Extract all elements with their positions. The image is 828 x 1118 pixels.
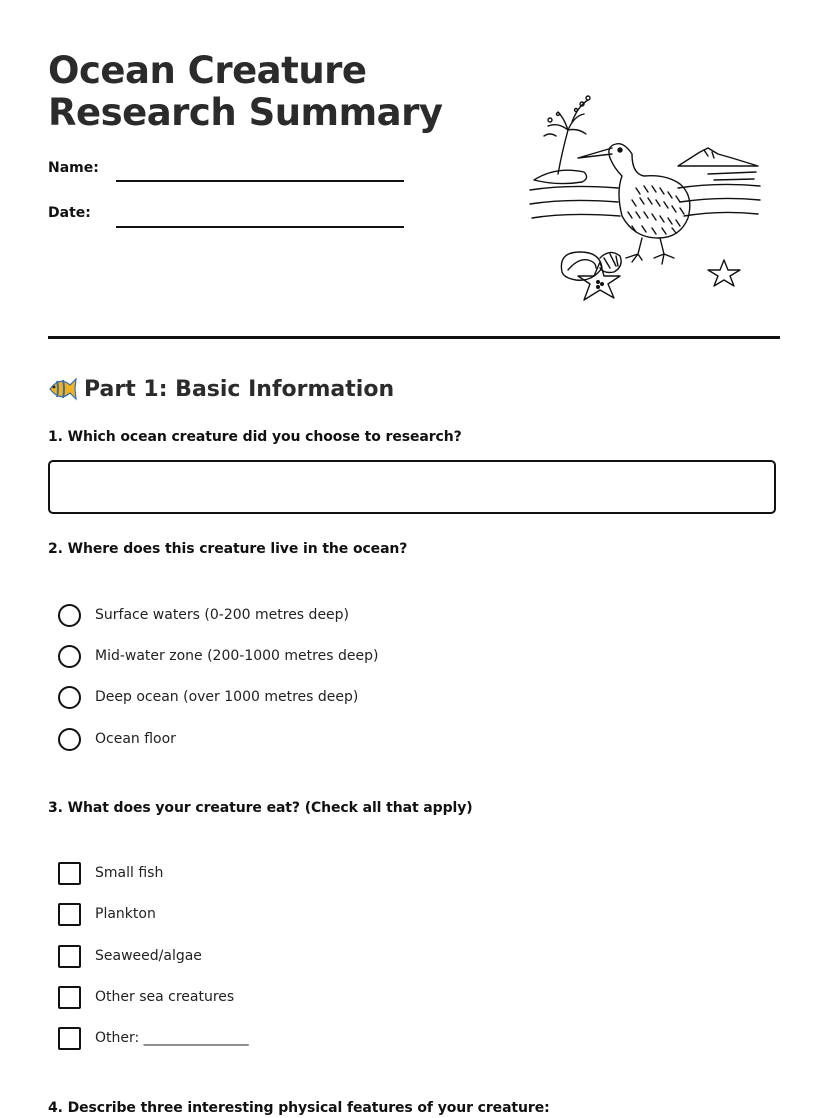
radio-button[interactable] [58,604,81,627]
diet-option-seaweed[interactable] [58,944,202,968]
tropical-fish-icon [48,376,78,402]
option-label: Surface waters (0-200 metres deep) [95,607,350,623]
title-line-1: Ocean Creature [48,49,367,92]
option-label: Mid-water zone (200-1000 metres deep) [95,648,379,664]
header-divider [48,336,780,339]
option-label: Other sea creatures [95,989,235,1005]
checkbox[interactable] [58,1027,81,1050]
habitat-option-midwater[interactable] [58,644,378,668]
option-label: Seaweed/algae [95,948,202,964]
title-line-2: Research Summary [48,91,443,134]
radio-button[interactable] [58,645,81,668]
part-1-heading-text: Part 1: Basic Information [84,376,395,402]
radio-button[interactable] [58,686,81,709]
date-field[interactable] [116,226,404,228]
checkbox[interactable] [58,986,81,1009]
habitat-option-surface[interactable] [58,603,349,627]
habitat-option-deep[interactable] [58,685,358,709]
checkbox[interactable] [58,862,81,885]
diet-option-other-creatures[interactable] [58,985,234,1009]
habitat-option-floor[interactable] [58,727,176,751]
option-label: Small fish [95,865,164,881]
question-2: 2. Where does this creature live in the ocean? [48,541,408,557]
diet-option-small-fish[interactable] [58,861,163,885]
question-1: 1. Which ocean creature did you choose to research? [48,429,462,445]
radio-button[interactable] [58,728,81,751]
diet-option-plankton[interactable] [58,902,156,926]
bird-beach-illustration [528,92,764,308]
question-3: 3. What does your creature eat? (Check all that apply) [48,800,473,816]
diet-option-other[interactable] [58,1026,249,1050]
option-label: Other: _______________ [95,1030,249,1046]
checkbox[interactable] [58,945,81,968]
question-4: 4. Describe three interesting physical features of your creature: [48,1100,550,1116]
creature-answer-box[interactable] [48,460,776,514]
option-label: Plankton [95,906,156,922]
date-label: Date: [48,205,91,221]
name-field[interactable] [116,180,404,182]
checkbox[interactable] [58,903,81,926]
name-label: Name: [48,160,99,176]
page-title [48,50,443,134]
option-label: Deep ocean (over 1000 metres deep) [95,689,359,705]
option-label: Ocean floor [95,731,176,747]
part-1-heading [48,372,394,406]
